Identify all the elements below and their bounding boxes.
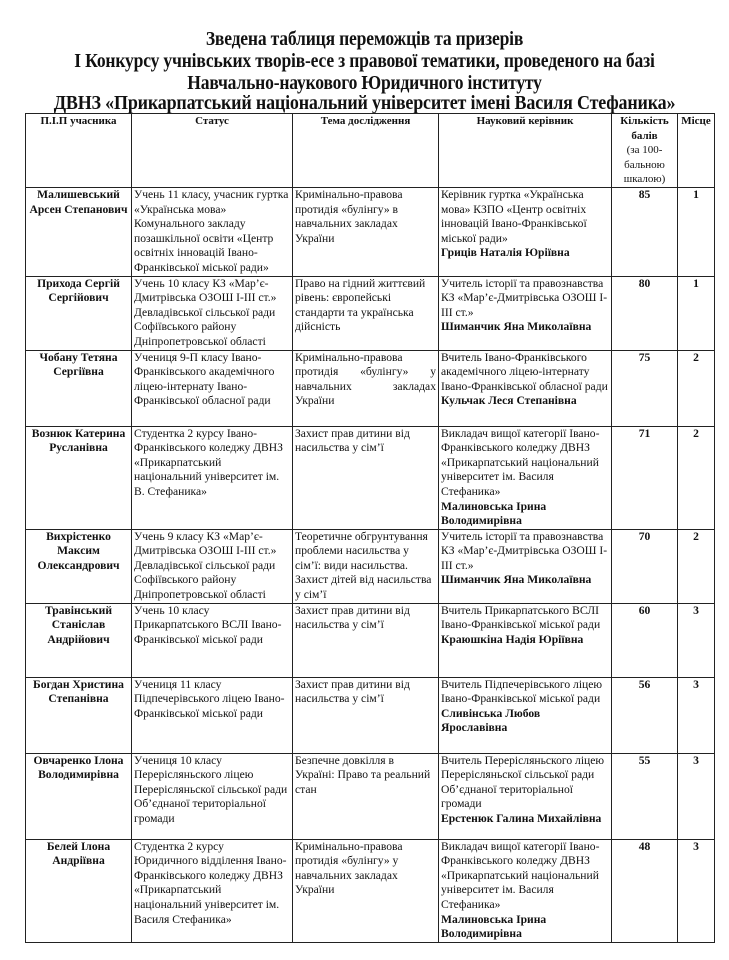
supervisor-name: Ерстенюк Галина Михайлівна: [441, 812, 602, 826]
participant-name: Приходa Сергій Сергійович: [26, 276, 132, 350]
header-score-scale: (за 100-бальною шкалою): [623, 144, 666, 186]
participant-status: Учень 10 класу КЗ «Мар’є-Дмитрівська ОЗОШ І-ІІІ ст.» Девладівської сільської ради Софіївського району Дніпропетровської області: [132, 276, 293, 350]
participant-name: Малишевський Арсен Степанович: [26, 188, 132, 277]
place-value: 3: [678, 753, 715, 839]
supervisor-description: Учитель історії та правознавства КЗ «Мар’є-Дмитрівська ОЗОШ І-ІІІ ст.»: [441, 276, 608, 319]
document-subtitle-contest: І Конкурсу учнівських творів-есе з правової тематики, проведеного на базі: [74, 51, 655, 72]
supervisor-description: Учитель історії та правознавства КЗ «Мар’є-Дмитрівська ОЗОШ І-ІІІ ст.»: [441, 529, 608, 572]
header-topic: Тема дослідження: [293, 114, 439, 188]
supervisor-cell: [439, 839, 612, 942]
participant-name: Белей Ілона Андріївна: [26, 839, 132, 942]
results-table: [25, 113, 715, 943]
supervisor-cell: [439, 677, 612, 753]
table-row: [26, 839, 715, 942]
table-row: [26, 188, 715, 277]
research-topic: Кримінально-правова протидія «булінгу» у навчальних закладах України: [293, 839, 439, 942]
supervisor-name: Малиновська Ірина Володимирівна: [441, 912, 547, 941]
score-value: 56: [612, 677, 678, 753]
research-topic: Безпечне довкілля в Україні: Право та реальний стан: [293, 753, 439, 839]
research-topic: Захист прав дитини від насильства у сім’ї: [293, 603, 439, 677]
place-value: 2: [678, 350, 715, 426]
header-name: П.І.П учасника: [26, 114, 132, 188]
table-row: [26, 426, 715, 529]
header-place: Місце: [678, 114, 715, 188]
score-value: 55: [612, 753, 678, 839]
place-value: 1: [678, 276, 715, 350]
participant-name: Вознюк Катерина Русланівна: [26, 426, 132, 529]
place-value: 1: [678, 188, 715, 277]
place-value: 2: [678, 426, 715, 529]
participant-status: Студентка 2 курсу Івано-Франківського коледжу ДВНЗ «Прикарпатський національний університет ім. В. Стефаника»: [132, 426, 293, 529]
supervisor-cell: [439, 753, 612, 839]
table-row: [26, 529, 715, 603]
participant-status: Учень 11 класу, учасник гуртка «Українська мова» Комунального закладу позашкільної освіти «Центр освітніх інновацій Івано-Франківської міської ради»: [132, 188, 293, 277]
supervisor-cell: [439, 188, 612, 277]
participant-name: Овчаренко Ілона Володимирівна: [26, 753, 132, 839]
table-row: [26, 603, 715, 677]
header-score: [612, 114, 678, 188]
participant-name: Травінський Станіслав Андрійович: [26, 603, 132, 677]
header-supervisor: Науковий керівник: [439, 114, 612, 188]
supervisor-cell: [439, 529, 612, 603]
research-topic: Теоретичне обгрунтування проблеми насильства у сім’ї: види насильства. Захист дітей від насильства у сім’ї: [293, 529, 439, 603]
supervisor-description: Викладач вищої категорії Івано-Франківського коледжу ДВНЗ «Прикарпатський національний університет ім. Василя Стефаника»: [441, 839, 600, 912]
supervisor-name: Шиманчик Яна Миколаївна: [441, 573, 592, 587]
participant-status: Учень 10 класу Прикарпатського ВСЛІ Івано-Франківської міської ради: [132, 603, 293, 677]
participant-status: Учень 9 класу КЗ «Мар’є-Дмитрівська ОЗОШ І-ІІІ ст.» Девладівської сільської ради Софіївського району Дніпропетровської області: [132, 529, 293, 603]
supervisor-name: Малиновська Ірина Володимирівна: [441, 499, 547, 528]
table-row: [26, 276, 715, 350]
supervisor-description: Вчитель Прикарпатського ВСЛІ Івано-Франківської міської ради: [441, 603, 601, 632]
table-header-row: [26, 114, 715, 188]
score-value: 85: [612, 188, 678, 277]
supervisor-name: Кульчак Леся Степанівна: [441, 394, 577, 408]
research-topic: Кримінально-правова протидія «булінгу» в навчальних закладах України: [293, 188, 439, 277]
place-value: 3: [678, 677, 715, 753]
participant-name: Богдан Христина Степанівна: [26, 677, 132, 753]
supervisor-cell: [439, 603, 612, 677]
participant-status: Учениця 10 класу Перерісляньского ліцею Перерісляньскої сільської ради Об’єднаної територіальної громади: [132, 753, 293, 839]
table-row: [26, 677, 715, 753]
supervisor-description: Вчитель Перерісляньского ліцею Перерісляньскої сільської ради Об’єднаної територіальної громади: [441, 753, 605, 811]
research-topic: Захист прав дитини від насильства у сім’ї: [293, 426, 439, 529]
score-value: 70: [612, 529, 678, 603]
research-topic: Право на гідний життєвий рівень: європейські стандарти та українська дійсність: [293, 276, 439, 350]
participant-status: Учениця 9-П класу Івано-Франківського академічного ліцею-інтернату Івано-Франківської обласної ради: [132, 350, 293, 426]
score-value: 75: [612, 350, 678, 426]
participant-status: Студентка 2 курсу Юридичного відділення Івано-Франківського коледжу ДВНЗ «Прикарпатський національний університет ім. Василя Стефаника»: [132, 839, 293, 942]
supervisor-name: Шиманчик Яна Миколаївна: [441, 320, 592, 334]
score-value: 48: [612, 839, 678, 942]
header-score-main: Кількість балів: [620, 115, 669, 142]
score-value: 71: [612, 426, 678, 529]
participant-name: Вихрістенко Максим Олександрович: [26, 529, 132, 603]
supervisor-description: Вчитель Підпечерівського ліцею Івано-Франківської міської ради: [441, 677, 603, 706]
supervisor-name: Гриців Наталія Юріївна: [441, 246, 570, 260]
table-row: [26, 753, 715, 839]
research-topic: Захист прав дитини від насильства у сім’ї: [293, 677, 439, 753]
document-title: Зведена таблиця переможців та призерів: [205, 29, 524, 50]
place-value: 3: [678, 839, 715, 942]
supervisor-description: Викладач вищої категорії Івано-Франківського коледжу ДВНЗ «Прикарпатський національний університет ім. Василя Стефаника»: [441, 426, 600, 498]
score-value: 60: [612, 603, 678, 677]
document-subtitle-institute: Навчально-наукового Юридичного інституту: [187, 73, 542, 94]
header-status: Статус: [132, 114, 293, 188]
participant-status: Учениця 11 класу Підпечерівського ліцею Івано-Франківської міської ради: [132, 677, 293, 753]
supervisor-description: Вчитель Івано-Франківського академічного ліцею-інтернату Івано-Франківської обласної ради: [441, 350, 608, 393]
place-value: 3: [678, 603, 715, 677]
supervisor-name: Сливінська Любов Ярославівна: [441, 706, 541, 735]
table-row: [26, 350, 715, 426]
supervisor-description: Керівник гуртка «Українська мова» КЗПО «Центр освітніх інновацій Івано-Франківської міської ради»: [441, 188, 587, 245]
place-value: 2: [678, 529, 715, 603]
supervisor-name: Краюшкіна Надія Юріївна: [441, 632, 584, 646]
participant-name: Чобану Тетяна Сергіївна: [26, 350, 132, 426]
score-value: 80: [612, 276, 678, 350]
supervisor-cell: [439, 350, 612, 426]
supervisor-cell: [439, 276, 612, 350]
document-subtitle-university: ДВНЗ «Прикарпатський національний університет імені Василя Стефаника»: [53, 92, 676, 114]
supervisor-cell: [439, 426, 612, 529]
research-topic: Кримінально-правова протидія «булінгу» у навчальних закладах України: [293, 350, 439, 426]
